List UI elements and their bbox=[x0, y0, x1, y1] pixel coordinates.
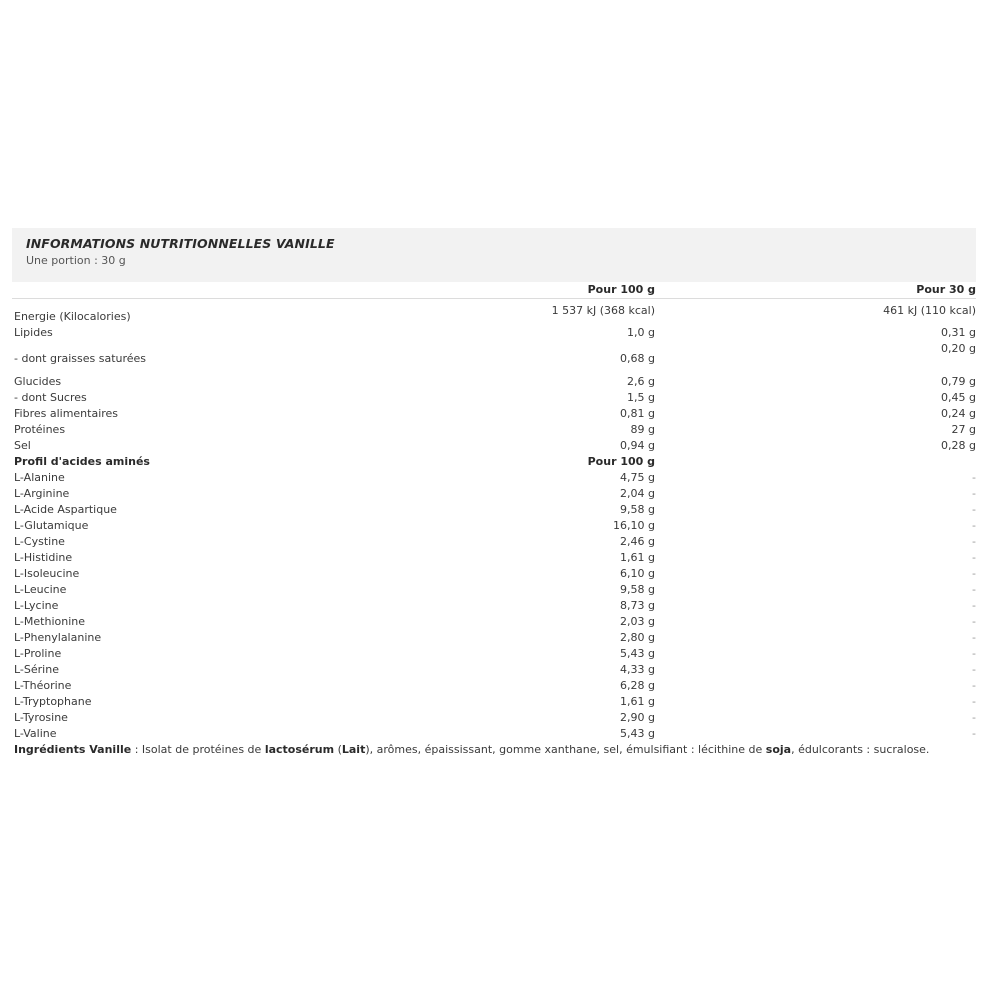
table-row bbox=[12, 662, 976, 678]
ingredients-part: ( bbox=[334, 743, 342, 756]
table-row bbox=[12, 534, 976, 550]
nutrient-value-per30: 0,24 g bbox=[941, 407, 976, 420]
nutrient-label: Protéines bbox=[14, 423, 66, 436]
table-row bbox=[12, 566, 976, 582]
amino-label: L-Phenylalanine bbox=[14, 631, 102, 644]
nutrient-value-per30: 461 kJ (110 kcal) bbox=[883, 304, 976, 317]
table-row bbox=[12, 630, 976, 646]
nutrient-value-per100: 0,94 g bbox=[620, 439, 655, 452]
amino-label: L-Proline bbox=[14, 647, 62, 660]
allergen-lait: Lait bbox=[341, 743, 366, 756]
table-row bbox=[12, 406, 976, 422]
nutrient-label: - dont Sucres bbox=[14, 391, 87, 404]
amino-value-per100: 5,43 g bbox=[620, 727, 655, 740]
column-header-per100: Pour 100 g bbox=[322, 282, 655, 299]
serving-size: Une portion : 30 g bbox=[26, 254, 126, 267]
amino-label: L-Methionine bbox=[14, 615, 86, 628]
nutrient-label: Sel bbox=[14, 439, 31, 452]
table-row bbox=[12, 470, 976, 486]
nutrient-label: Glucides bbox=[14, 375, 62, 388]
amino-value-per30: - bbox=[972, 503, 976, 516]
amino-label: L-Arginine bbox=[14, 487, 70, 500]
amino-value-per30: - bbox=[972, 487, 976, 500]
amino-heading-row bbox=[12, 454, 976, 470]
amino-heading: Profil d'acides aminés bbox=[14, 455, 150, 468]
amino-value-per30: - bbox=[972, 583, 976, 596]
table-row bbox=[12, 710, 976, 726]
amino-value-per30: - bbox=[972, 727, 976, 740]
amino-label: L-Théorine bbox=[14, 679, 72, 692]
table-row bbox=[12, 646, 976, 662]
nutrient-value-per30: 0,79 g bbox=[941, 375, 976, 388]
amino-label: L-Histidine bbox=[14, 551, 73, 564]
amino-label: L-Tyrosine bbox=[14, 711, 68, 724]
nutrient-value-per100: 2,6 g bbox=[627, 375, 655, 388]
nutrient-label: Fibres alimentaires bbox=[14, 407, 119, 420]
nutrient-value-per100: 89 g bbox=[630, 423, 655, 436]
amino-value-per30: - bbox=[972, 711, 976, 724]
ingredients-part: ), arômes, épaississant, gomme xanthane, sel, émulsifiant : lécithine de bbox=[365, 743, 766, 756]
amino-value-per100: 1,61 g bbox=[620, 551, 655, 564]
amino-value-per30: - bbox=[972, 631, 976, 644]
allergen-soja: soja bbox=[765, 743, 792, 756]
nutrient-value-per100: 1 537 kJ (368 kcal) bbox=[551, 304, 655, 317]
amino-value-per100: 4,75 g bbox=[620, 471, 655, 484]
amino-value-per30: - bbox=[972, 567, 976, 580]
nutrition-header bbox=[12, 228, 976, 282]
amino-value-per30: - bbox=[972, 695, 976, 708]
table-row bbox=[12, 598, 976, 614]
table-row bbox=[12, 678, 976, 694]
allergen-lactoserum: lactosérum bbox=[264, 743, 335, 756]
amino-heading-per100: Pour 100 g bbox=[587, 455, 655, 468]
nutrient-value-per100: 1,0 g bbox=[627, 326, 655, 339]
amino-value-per30: - bbox=[972, 663, 976, 676]
amino-value-per30: - bbox=[972, 471, 976, 484]
amino-value-per30: - bbox=[972, 615, 976, 628]
amino-value-per100: 4,33 g bbox=[620, 663, 655, 676]
nutrient-value-per100: 1,5 g bbox=[627, 391, 655, 404]
nutrient-value-per30: 0,28 g bbox=[941, 439, 976, 452]
amino-value-per100: 5,43 g bbox=[620, 647, 655, 660]
amino-value-per100: 2,80 g bbox=[620, 631, 655, 644]
table-row bbox=[12, 422, 976, 438]
amino-label: L-Sérine bbox=[14, 663, 59, 676]
amino-value-per100: 8,73 g bbox=[620, 599, 655, 612]
amino-label: L-Tryptophane bbox=[14, 695, 92, 708]
nutrient-value-per30: 27 g bbox=[951, 423, 976, 436]
amino-label: L-Glutamique bbox=[14, 519, 89, 532]
amino-value-per100: 16,10 g bbox=[613, 519, 655, 532]
amino-value-per30: - bbox=[972, 551, 976, 564]
table-row bbox=[12, 582, 976, 598]
column-header-per30: Pour 30 g bbox=[655, 282, 976, 299]
amino-value-per30: - bbox=[972, 519, 976, 532]
nutrient-value-per30: 0,20 g bbox=[941, 342, 976, 355]
amino-value-per100: 9,58 g bbox=[620, 583, 655, 596]
table-row bbox=[12, 325, 976, 341]
amino-label: L-Alanine bbox=[14, 471, 65, 484]
nutrient-value-per30: 0,31 g bbox=[941, 326, 976, 339]
ingredients-text bbox=[12, 742, 976, 758]
amino-value-per100: 2,03 g bbox=[620, 615, 655, 628]
amino-heading-empty bbox=[655, 454, 976, 470]
amino-value-per30: - bbox=[972, 679, 976, 692]
table-row bbox=[12, 299, 976, 326]
nutrition-panel bbox=[12, 228, 976, 758]
table-row bbox=[12, 518, 976, 534]
table-row bbox=[12, 726, 976, 742]
amino-label: L-Isoleucine bbox=[14, 567, 80, 580]
nutrient-value-per100: 0,81 g bbox=[620, 407, 655, 420]
table-row bbox=[12, 694, 976, 710]
amino-value-per100: 2,90 g bbox=[620, 711, 655, 724]
table-row bbox=[12, 550, 976, 566]
nutrient-value-per100: 0,68 g bbox=[620, 352, 655, 365]
nutrient-label: - dont graisses saturées bbox=[14, 352, 147, 365]
amino-label: L-Acide Aspartique bbox=[14, 503, 117, 516]
amino-value-per100: 6,28 g bbox=[620, 679, 655, 692]
amino-label: L-Lycine bbox=[14, 599, 59, 612]
ingredients-label: Ingrédients Vanille bbox=[14, 743, 132, 756]
nutrient-label: Energie (Kilocalories) bbox=[14, 310, 131, 323]
amino-value-per100: 9,58 g bbox=[620, 503, 655, 516]
table-row bbox=[12, 369, 976, 390]
amino-value-per30: - bbox=[972, 647, 976, 660]
amino-value-per100: 2,04 g bbox=[620, 487, 655, 500]
table-row bbox=[12, 486, 976, 502]
nutrition-table bbox=[12, 282, 976, 742]
ingredients-part: , édulcorants : sucralose. bbox=[791, 743, 930, 756]
amino-value-per100: 1,61 g bbox=[620, 695, 655, 708]
table-header-row bbox=[12, 282, 976, 299]
table-row bbox=[12, 341, 976, 369]
amino-label: L-Valine bbox=[14, 727, 57, 740]
nutrient-value-per30: 0,45 g bbox=[941, 391, 976, 404]
amino-rows bbox=[12, 470, 976, 742]
table-row bbox=[12, 390, 976, 406]
table-row bbox=[12, 438, 976, 454]
table-row bbox=[12, 502, 976, 518]
amino-value-per30: - bbox=[972, 599, 976, 612]
amino-value-per100: 6,10 g bbox=[620, 567, 655, 580]
amino-label: L-Cystine bbox=[14, 535, 65, 548]
amino-value-per30: - bbox=[972, 535, 976, 548]
column-header-nutrient bbox=[12, 282, 322, 299]
table-row bbox=[12, 614, 976, 630]
page-title: INFORMATIONS NUTRITIONNELLES VANILLE bbox=[26, 236, 335, 251]
amino-value-per100: 2,46 g bbox=[620, 535, 655, 548]
ingredients-part: : Isolat de protéines de bbox=[131, 743, 265, 756]
nutrition-rows bbox=[12, 299, 976, 471]
amino-label: L-Leucine bbox=[14, 583, 67, 596]
nutrient-label: Lipides bbox=[14, 326, 53, 339]
